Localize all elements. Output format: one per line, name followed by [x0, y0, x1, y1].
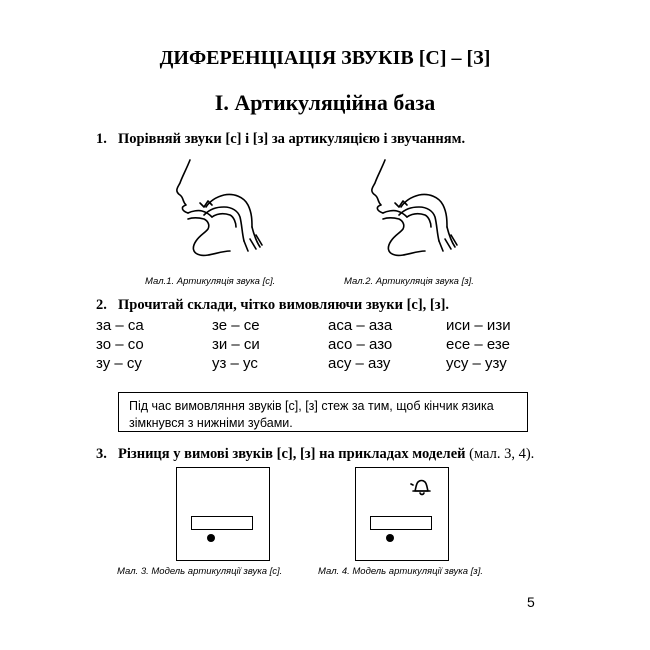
task3-ref: (мал. 3, 4). — [469, 446, 535, 462]
syllable: за – са — [96, 317, 144, 334]
syllable: иси – изи — [446, 317, 511, 334]
model-frame — [355, 467, 449, 561]
figure3-caption: Мал. 3. Модель артикуляції звука [с]. — [117, 566, 283, 577]
syllable: усу – узу — [446, 355, 507, 372]
page-title: ДИФЕРЕНЦІАЦІЯ ЗВУКІВ [С] – [З] — [159, 47, 491, 69]
syllable: зе – се — [212, 317, 260, 334]
model-frame — [176, 467, 270, 561]
page-number: 5 — [527, 594, 535, 610]
figure4-caption: Мал. 4. Модель артикуляції звука [з]. — [318, 566, 483, 577]
syllable: асу – азу — [328, 355, 391, 372]
syllable: аса – аза — [328, 317, 393, 334]
figure2-caption: Мал.2. Артикуляція звука [з]. — [344, 276, 474, 287]
syllable: уз – ус — [212, 355, 258, 372]
syllable: есе – езе — [446, 336, 510, 353]
task3-number: 3. — [96, 446, 107, 462]
task3-line — [118, 446, 534, 463]
bell-icon — [410, 476, 432, 496]
dot-icon — [207, 534, 215, 542]
head-profile-icon — [160, 155, 280, 270]
dot-icon — [386, 534, 394, 542]
task1-text: Порівняй звуки [с] і [з] за артикуляцією і звучанням. — [118, 131, 466, 147]
syllable: зо – со — [96, 336, 144, 353]
task2-text: Прочитай склади, чітко вимовляючи звуки [с], [з]. — [118, 297, 450, 313]
task2-number: 2. — [96, 297, 107, 313]
figure1-caption: Мал.1. Артикуляція звука [с]. — [145, 276, 276, 287]
task1-number: 1. — [96, 131, 107, 147]
tongue-bar-icon — [370, 516, 432, 530]
syllable: зу – су — [96, 355, 142, 372]
head-profile-icon — [355, 155, 475, 270]
note-box: Під час вимовляння звуків [с], [з] стеж за тим, щоб кінчик язика зімкнувся з нижніми зубами. — [118, 392, 528, 432]
task3-text: Різниця у вимові звуків [с], [з] на прикладах моделей — [118, 446, 466, 462]
tongue-bar-icon — [191, 516, 253, 530]
section-heading: І. Артикуляційна база — [214, 90, 436, 115]
syllable: асо – азо — [328, 336, 393, 353]
syllable: зи – си — [212, 336, 260, 353]
